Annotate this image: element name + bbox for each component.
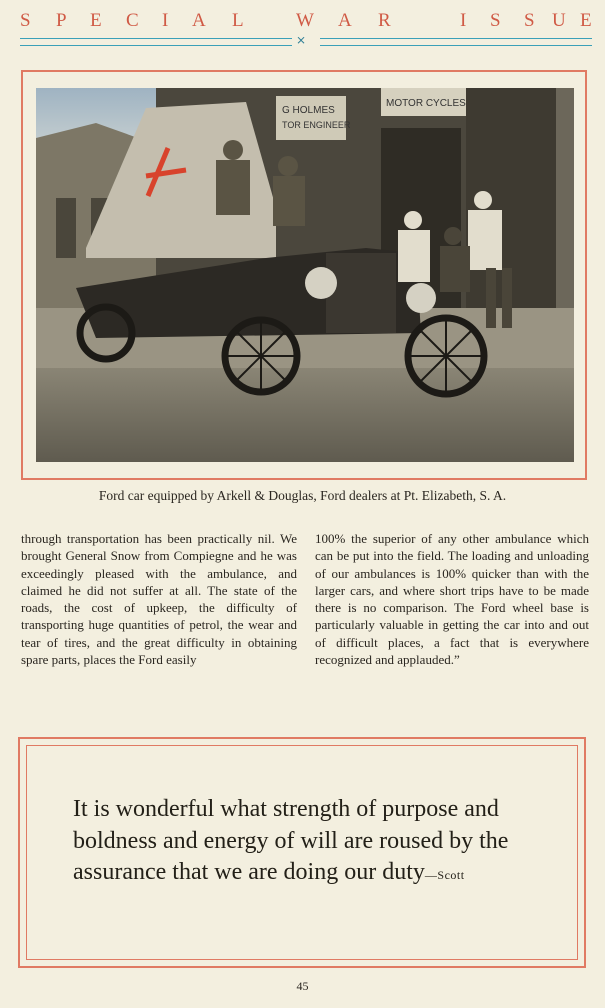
shop-sign-text: G HOLMES [282, 105, 335, 116]
title-letter: A [192, 10, 206, 31]
title-letter: U [552, 10, 566, 31]
title-letter: R [378, 10, 391, 31]
ambulance-photo-graphic [36, 88, 574, 462]
header-rule [20, 33, 592, 47]
photo-caption: Ford car equipped by Arkell & Douglas, Ford dealers at Pt. Elizabeth, S. A. [98, 488, 507, 503]
title-letter: I [460, 10, 467, 31]
title-letter: W [296, 10, 315, 31]
rule-ornament-icon: ⨯ [296, 33, 307, 47]
column-paragraph: through transportation has been practically nil. We brought General Snow from Compiegne and he was exceedingly pleased with the ambulance, and claimed he did not suffer at all. The state of the roads, the cost of upkeep, the difficulty of transporting huge quantities of petrol, the wear and tear of tires, and the great difficulty in obtaining spare parts, places the Ford easily [21, 531, 297, 668]
title-letter: L [232, 10, 244, 31]
quote-block [73, 794, 543, 892]
title-letter: E [90, 10, 102, 31]
text-column-right [315, 530, 589, 668]
title-letter: S [490, 10, 501, 31]
column-paragraph: 100% the superior of any other ambulance which can be put into the field. The loading and unloading of our ambulances is 100% quicker than with the larger cars, and where short trips have to be made there is no comparison. The Ford wheel base is particularly valuable in getting the car into and out of difficult places, a fact that is everywhere recognized and applauded.” [315, 531, 589, 668]
title-letter: S [20, 10, 31, 31]
title-letter: I [162, 10, 169, 31]
rule-line-right [320, 38, 592, 46]
shop-sign-text: TOR ENGINEER [282, 120, 351, 130]
quote-attribution: —Scott [424, 868, 465, 882]
title-letter: E [580, 10, 592, 31]
quote-text: It is wonderful what strength of purpose and boldness and energy of will are roused by the assurance that we are doing our duty [73, 796, 509, 885]
ambulance-photo [36, 88, 574, 462]
page-number: 45 [296, 979, 309, 993]
rule-line-left [20, 38, 292, 46]
title-letter: A [338, 10, 352, 31]
title-letter: C [126, 10, 139, 31]
title-letter: P [56, 10, 67, 31]
title-letter: S [524, 10, 535, 31]
shop-sign-text: MOTOR CYCLES [386, 98, 466, 109]
text-column-left [21, 530, 297, 668]
page-header [20, 10, 592, 47]
